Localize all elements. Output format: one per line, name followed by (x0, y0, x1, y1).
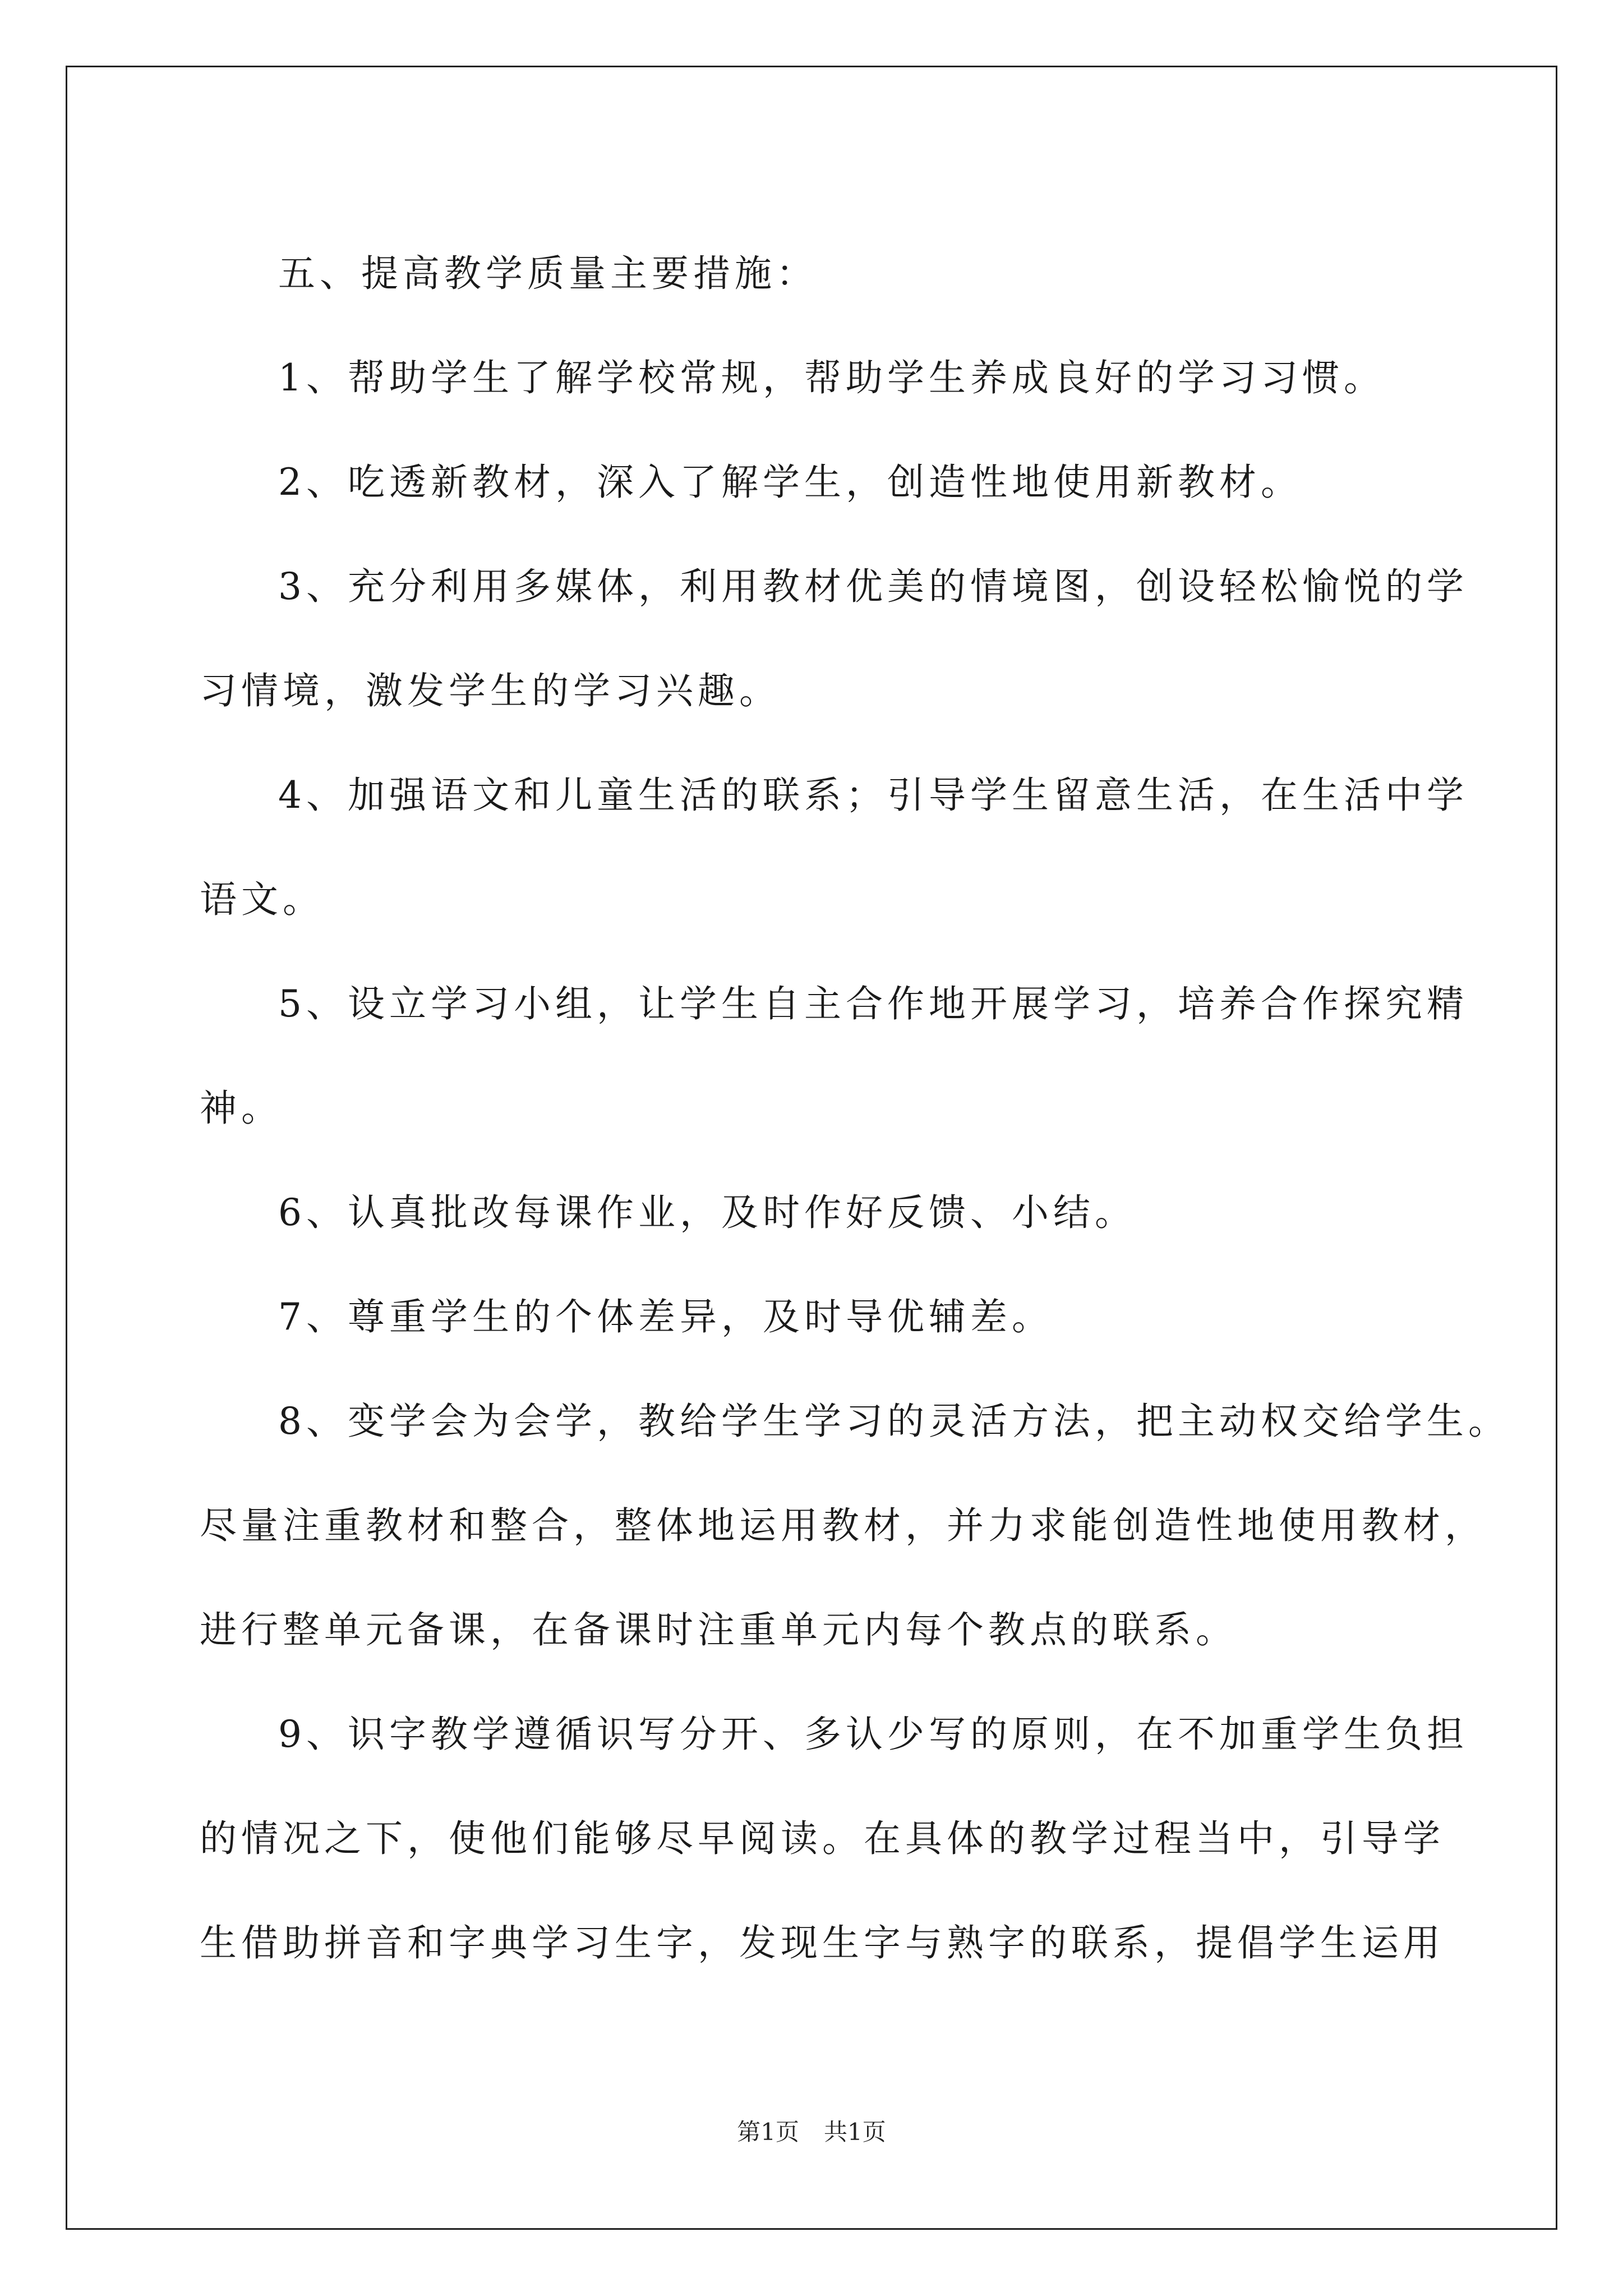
measure-item-4 (200, 743, 1467, 952)
paragraph-line: 语文。 (200, 878, 324, 921)
paragraph-line: 1、帮助学生了解学校常规，帮助学生养成良好的学习习惯。 (278, 356, 1385, 399)
paragraph-line: 进行整单元备课，在备课时注重单元内每个教点的联系。 (200, 1608, 1237, 1651)
paragraph-line: 9、识字教学遵循识写分开、多认少写的原则，在不加重学生负担 (278, 1713, 1468, 1756)
paragraph-line: 神。 (200, 1087, 283, 1130)
measure-item-1 (200, 326, 1467, 430)
measure-item-2 (200, 430, 1467, 535)
paragraph-line: 的情况之下，使他们能够尽早阅读。在具体的教学过程当中，引导学 (200, 1817, 1445, 1860)
paragraph-line: 5、设立学习小组，让学生自主合作地开展学习，培养合作探究精 (278, 982, 1468, 1025)
paragraph-line: 习情境，激发学生的学习兴趣。 (200, 669, 781, 712)
paragraph-line: 4、加强语文和儿童生活的联系；引导学生留意生活，在生活中学 (278, 774, 1468, 817)
page-footer (0, 2118, 1623, 2146)
paragraph-line: 6、认真批改每课作业，及时作好反馈、小结。 (278, 1191, 1136, 1234)
measure-item-7 (200, 1265, 1467, 1369)
measure-item-5 (200, 952, 1467, 1161)
paragraph-line: 8、变学会为会学，教给学生学习的灵活方法，把主动权交给学生。 (278, 1400, 1510, 1443)
section-heading (200, 222, 1467, 326)
paragraph-line: 3、充分利用多媒体，利用教材优美的情境图，创设轻松愉悦的学 (278, 565, 1468, 608)
measure-item-8 (200, 1369, 1510, 1682)
measure-item-3 (200, 535, 1467, 743)
page-total: 共1页 (824, 2118, 886, 2146)
paragraph-line: 2、吃透新教材，深入了解学生，创造性地使用新教材。 (278, 461, 1302, 504)
document-body (200, 222, 1510, 1995)
paragraph-line: 五、提高教学质量主要措施： (278, 252, 818, 295)
measure-item-9 (200, 1682, 1467, 1995)
page-number: 第1页 (737, 2118, 799, 2146)
paragraph-line: 生借助拼音和字典学习生字，发现生字与熟字的联系，提倡学生运用 (200, 1921, 1445, 1964)
measure-item-6 (200, 1161, 1467, 1265)
paragraph-line: 尽量注重教材和整合，整体地运用教材，并力求能创造性地使用教材， (200, 1504, 1486, 1547)
paragraph-line: 7、尊重学生的个体差异，及时导优辅差。 (278, 1295, 1053, 1338)
